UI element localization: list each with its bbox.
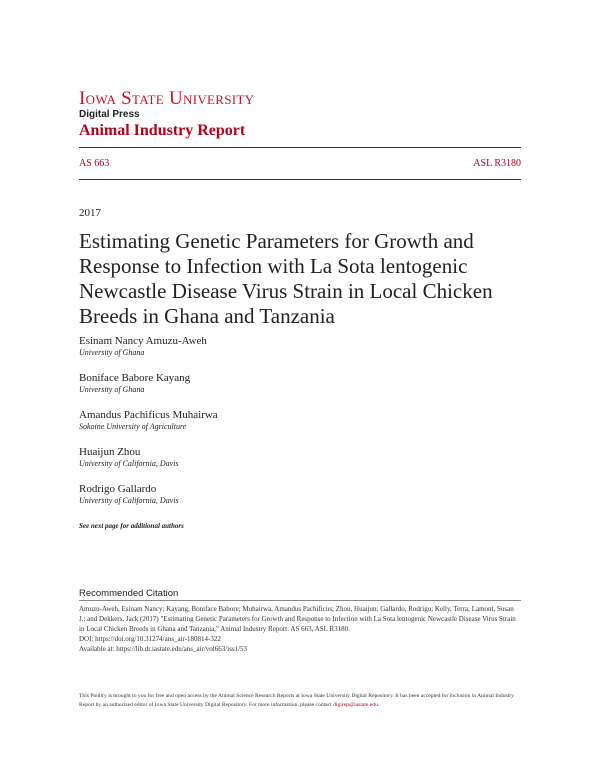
series-number[interactable]: AS 663 <box>79 158 110 169</box>
report-number[interactable]: ASL R3180 <box>473 158 521 169</box>
contact-email-link[interactable]: digirep@iastate.edu <box>333 701 378 708</box>
recommended-citation-heading: Recommended Citation <box>79 588 179 599</box>
author-entry <box>79 371 519 395</box>
citation-doi[interactable]: DOI: https://doi.org/10.31274/ans_air-180814-322 <box>79 635 221 643</box>
author-affiliation: Sokoine University of Agriculture <box>79 422 187 431</box>
author-affiliation: University of Ghana <box>79 348 145 357</box>
citation-available-at[interactable]: Available at: https://lib.dr.iastate.edu/ans_air/vol663/iss1/53 <box>79 645 248 653</box>
repository-footer <box>79 692 521 709</box>
divider-series <box>79 179 521 180</box>
journal-title[interactable]: Animal Industry Report <box>79 122 246 139</box>
author-affiliation: University of California, Davis <box>79 459 179 468</box>
author-name[interactable]: Boniface Babore Kayang <box>79 372 191 384</box>
author-affiliation: University of Ghana <box>79 385 145 394</box>
press-label: Digital Press <box>79 109 140 120</box>
publication-year: 2017 <box>79 207 101 219</box>
author-entry <box>79 445 519 469</box>
author-name[interactable]: Esinam Nancy Amuzu-Aweh <box>79 335 207 347</box>
author-affiliation: University of California, Davis <box>79 496 179 505</box>
footer-text: This Poultry is brought to you for free and open access by the Animal Science Research Reports at Iowa State University Digital Repository. It has been accepted for inclusion in Animal Industry Report by an authorized editor of Iowa State University Digital Repository. For more information, please contact <box>79 693 514 708</box>
citation-text: Amuzu-Aweh, Esinam Nancy; Kayang, Boniface Babore; Muhairwa, Amandus Pachificus; Zhou, Huaijun; Gallardo, Rodrigo; Kelly, Terra; Lamont, Susan J.; and Dekkers, Jack (2017) "Estimating Genetic Parameters for Growth and Response to Infection with La Sota lentogenic Newcastle Disease Virus Strain in Local Chicken Breeds in Ghana and Tanzania," Animal Industry Report: AS 663, ASL R3180. <box>79 605 516 633</box>
university-logo: Iowa State University <box>79 88 255 109</box>
author-name[interactable]: Amandus Pachificus Muhairwa <box>79 409 218 421</box>
author-entry <box>79 482 519 506</box>
citation-block <box>79 604 521 654</box>
author-name[interactable]: Huaijun Zhou <box>79 446 141 458</box>
footer-end: . <box>377 701 380 708</box>
article-title: Estimating Genetic Parameters for Growth and Response to Infection with La Sota lentogenic Newcastle Disease Virus Strain in Local Chicken Breeds in Ghana and Tanzania <box>79 229 493 328</box>
see-next-page-note: See next page for additional authors <box>79 522 184 530</box>
author-list <box>79 334 519 519</box>
citation-divider <box>79 600 521 601</box>
divider-top <box>79 147 521 148</box>
author-entry <box>79 408 519 432</box>
author-name[interactable]: Rodrigo Gallardo <box>79 483 157 495</box>
author-entry <box>79 334 519 358</box>
